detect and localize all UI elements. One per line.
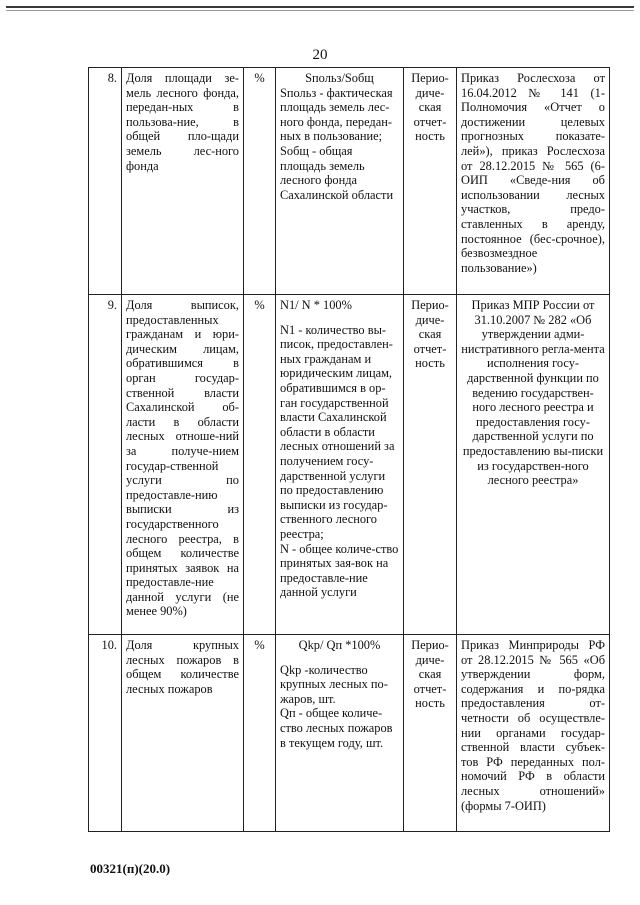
indicator-name: Доля выписок, предоставленных гражданам и юри-дическим лицам, обратившимся в орган государ-ственной власти Сахалинской об-ласти в области лесных отноше-ний за получе-нием государ-ственной услуги по предоставле-нию выписки из государственного лесного реестра, в общем количестве принятых заявок на предоставле-ние данной услуги (не менее 90%) [122,295,244,635]
document-footer-code: 00321(п)(20.0) [90,861,171,876]
formula: N1/ N * 100% [280,298,352,312]
formula-definition: Sобщ - общая площадь земель лесного фонда Сахалинской области [280,143,394,202]
formula-cell [276,68,404,295]
page-number: 20 [312,47,328,63]
formula: Sпольз/Sобщ [305,71,374,85]
unit: % [244,68,276,295]
unit: % [244,295,276,635]
row-number: 10. [89,635,122,832]
formula-definition: Qп - общее количе-ство лесных пожаров в текущем году, шт. [280,706,393,750]
legal-basis: Приказ МПР России от 31.10.2007 № 282 «Об утверждении адми-нистративного регла-мента исполнения госу-дарственной функции по ведению государствен-ного лесного реестра и предоставления госу-дарственной услуги по предоставлению вы-писки из государствен-ного лесного реестра» [457,295,610,635]
table-row [89,68,610,295]
row-number: 8. [89,68,122,295]
table-row [89,295,610,635]
formula-definition: N1 - количество вы-писок, предоставлен-ных гражданам и юридическим лицам, обратившимся в ор-ган государственной власти Сахалинской области в области лесных отношений за получением госу-дарственной услуги по предоставлению выписки из государ-ственного лесного реестра; [280,322,395,541]
formula-cell [276,635,404,832]
reporting-period: Перио-диче-ская отчет-ность [404,68,457,295]
formula-definition: Qkp -количество крупных лесных по-жаров, шт. [280,662,388,706]
formula-definition: Sпольз - фактическая площадь земель лес-ного фонда, передан-ных в пользование; [280,85,393,144]
formula: Qkp/ Qп *100% [298,638,381,652]
row-number: 9. [89,295,122,635]
indicators-table [88,67,610,832]
indicator-name: Доля площади зе-мель лесного фонда, передан-ных в пользова-ние, в общей пло-щади земель лес-ного фонда [122,68,244,295]
legal-basis: Приказ Минприроды РФ от 28.12.2015 № 565 «Об утверждении форм, содержания и по-рядка предоставления от-четности об осуществле-нии органами государ-ственной власти субъек-тов РФ переданных пол-номочий РФ в области лесных отношений» (формы 7-ОИП) [457,635,610,832]
formula-definition: N - общее количе-ство принятых зая-вок на предоставле-ние данной услуги [280,541,399,600]
legal-basis: Приказ Рослесхоза от 16.04.2012 № 141 (1-Полномочия «Отчет о достижении целевых прогнозных показате-лей»), приказ Рослесхоза от 28.12.2015 № 565 (6-ОИП «Сведе-ния об использовании лесных участков, предо-ставленных в аренду, постоянное (бес-срочное), безвозмездное пользование») [457,68,610,295]
unit: % [244,635,276,832]
reporting-period: Перио-диче-ская отчет-ность [404,295,457,635]
indicator-name: Доля крупных лесных пожаров в общем количестве лесных пожаров [122,635,244,832]
formula-cell [276,295,404,635]
table-row [89,635,610,832]
top-border-line-thin [6,10,634,11]
top-border-line [6,6,634,8]
reporting-period: Перио-диче-ская отчет-ность [404,635,457,832]
